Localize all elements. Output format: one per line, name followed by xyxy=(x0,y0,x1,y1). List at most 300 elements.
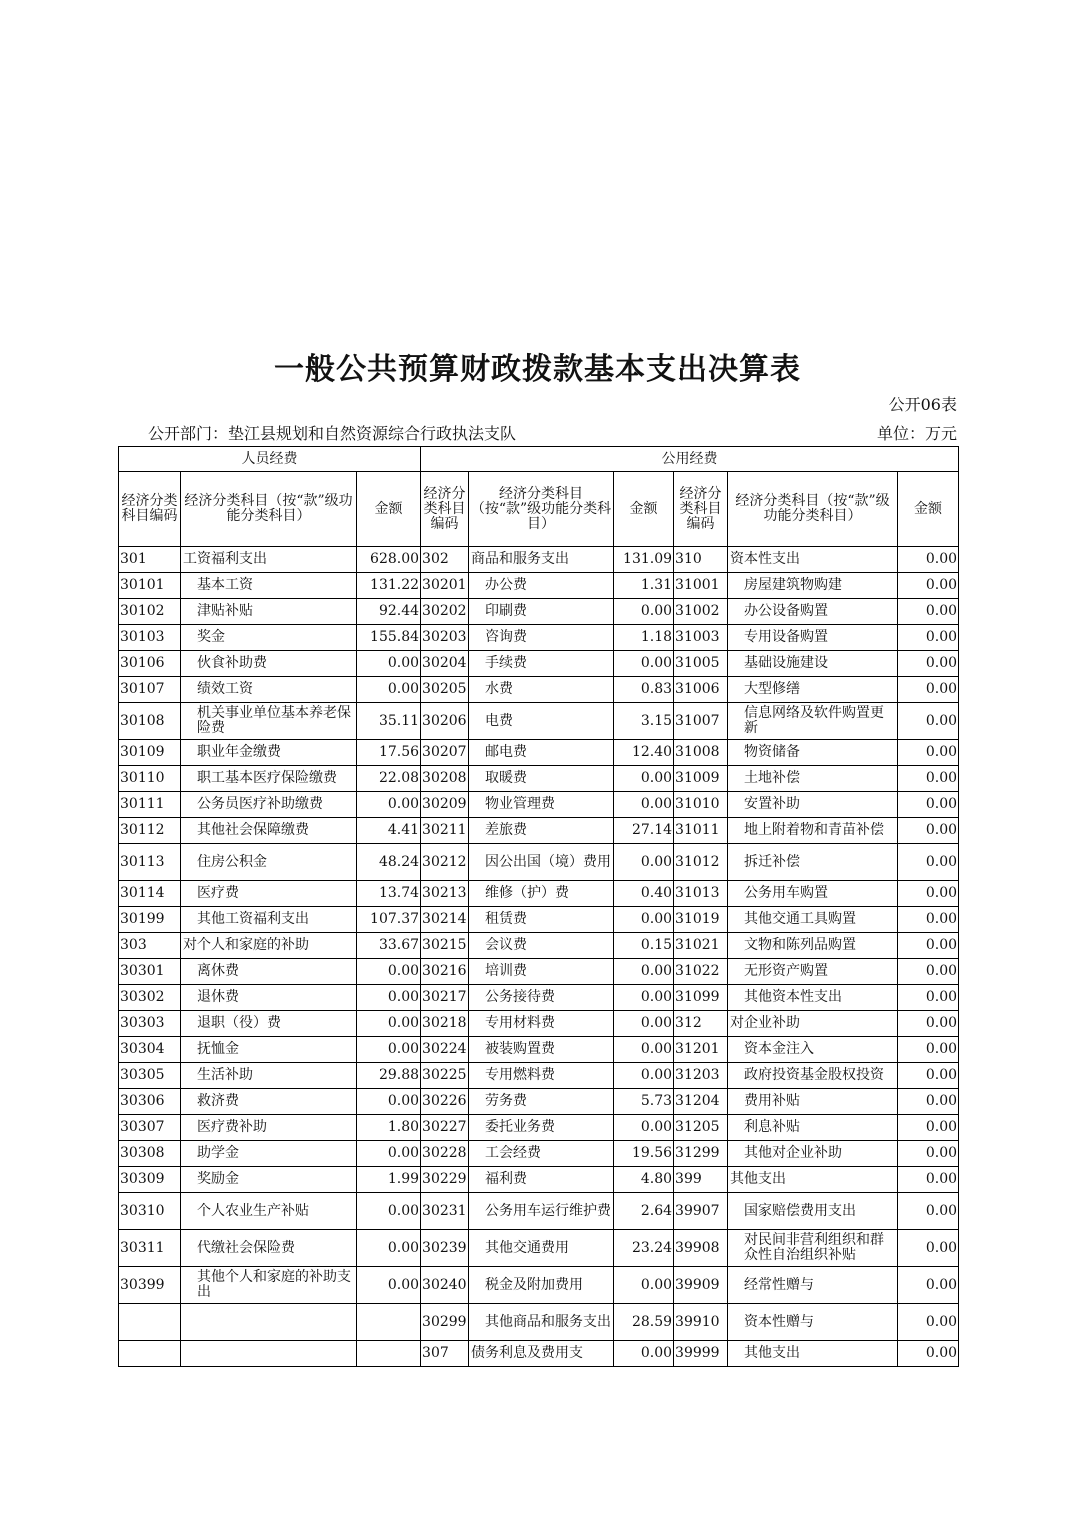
section-public: 公用经费 xyxy=(421,447,959,472)
name-cell: 工资福利支出 xyxy=(181,547,357,573)
table-row xyxy=(119,625,959,651)
amount-cell: 0.00 xyxy=(614,1037,674,1063)
name-cell: 住房公积金 xyxy=(181,844,357,881)
code-cell: 31099 xyxy=(674,985,728,1011)
name-cell: 商品和服务支出 xyxy=(469,547,614,573)
table-row xyxy=(119,599,959,625)
amount-cell: 33.67 xyxy=(357,933,421,959)
name-cell: 政府投资基金股权投资 xyxy=(728,1063,898,1089)
code-cell: 30302 xyxy=(119,985,181,1011)
code-cell: 30109 xyxy=(119,740,181,766)
code-cell: 31201 xyxy=(674,1037,728,1063)
name-cell: 费用补贴 xyxy=(728,1089,898,1115)
header-code: 经济分类科目编码 xyxy=(119,472,181,547)
name-cell: 差旅费 xyxy=(469,818,614,844)
code-cell: 30305 xyxy=(119,1063,181,1089)
code-cell: 31012 xyxy=(674,844,728,881)
code-cell: 30311 xyxy=(119,1230,181,1267)
amount-cell: 19.56 xyxy=(614,1141,674,1167)
code-cell: 30217 xyxy=(421,985,469,1011)
amount-cell: 131.09 xyxy=(614,547,674,573)
name-cell: 资本性支出 xyxy=(728,547,898,573)
name-cell: 退休费 xyxy=(181,985,357,1011)
header-name: 经济分类科目（按“款”级功能分类科目） xyxy=(728,472,898,547)
code-cell: 30218 xyxy=(421,1011,469,1037)
name-cell: 公务员医疗补助缴费 xyxy=(181,792,357,818)
amount-cell: 1.31 xyxy=(614,573,674,599)
name-cell xyxy=(181,1304,357,1341)
code-cell: 30106 xyxy=(119,651,181,677)
amount-cell: 35.11 xyxy=(357,703,421,740)
amount-cell: 2.64 xyxy=(614,1193,674,1230)
code-cell: 39910 xyxy=(674,1304,728,1341)
name-cell: 租赁费 xyxy=(469,907,614,933)
code-cell: 399 xyxy=(674,1167,728,1193)
amount-cell: 0.40 xyxy=(614,881,674,907)
name-cell: 劳务费 xyxy=(469,1089,614,1115)
name-cell: 奖金 xyxy=(181,625,357,651)
name-cell: 基本工资 xyxy=(181,573,357,599)
amount-cell: 0.00 xyxy=(614,766,674,792)
code-cell: 30301 xyxy=(119,959,181,985)
amount-cell: 0.00 xyxy=(898,766,959,792)
name-cell: 公务用车运行维护费 xyxy=(469,1193,614,1230)
code-cell: 31204 xyxy=(674,1089,728,1115)
amount-cell: 0.00 xyxy=(357,959,421,985)
amount-cell: 5.73 xyxy=(614,1089,674,1115)
code-cell: 30199 xyxy=(119,907,181,933)
name-cell: 职业年金缴费 xyxy=(181,740,357,766)
amount-cell: 4.41 xyxy=(357,818,421,844)
amount-cell: 0.00 xyxy=(898,651,959,677)
table-row xyxy=(119,1267,959,1304)
code-cell: 30306 xyxy=(119,1089,181,1115)
amount-cell: 0.00 xyxy=(614,1115,674,1141)
code-cell: 31001 xyxy=(674,573,728,599)
amount-cell: 0.00 xyxy=(898,1037,959,1063)
code-cell: 39999 xyxy=(674,1341,728,1367)
name-cell: 国家赔偿费用支出 xyxy=(728,1193,898,1230)
code-cell: 30204 xyxy=(421,651,469,677)
code-cell: 31019 xyxy=(674,907,728,933)
code-cell: 31203 xyxy=(674,1063,728,1089)
amount-cell: 12.40 xyxy=(614,740,674,766)
code-cell: 303 xyxy=(119,933,181,959)
name-cell: 生活补助 xyxy=(181,1063,357,1089)
amount-cell: 107.37 xyxy=(357,907,421,933)
name-cell: 经常性赠与 xyxy=(728,1267,898,1304)
table-row xyxy=(119,1037,959,1063)
amount-cell: 0.00 xyxy=(614,792,674,818)
code-cell: 312 xyxy=(674,1011,728,1037)
code-cell: 31205 xyxy=(674,1115,728,1141)
name-cell: 伙食补助费 xyxy=(181,651,357,677)
amount-cell: 0.00 xyxy=(614,1063,674,1089)
name-cell: 被装购置费 xyxy=(469,1037,614,1063)
amount-cell: 0.00 xyxy=(898,818,959,844)
header-amount: 金额 xyxy=(357,472,421,547)
name-cell: 取暖费 xyxy=(469,766,614,792)
amount-cell: 0.15 xyxy=(614,933,674,959)
code-cell: 302 xyxy=(421,547,469,573)
code-cell: 30228 xyxy=(421,1141,469,1167)
amount-cell: 28.59 xyxy=(614,1304,674,1341)
name-cell: 其他支出 xyxy=(728,1167,898,1193)
table-row xyxy=(119,985,959,1011)
amount-cell: 0.00 xyxy=(614,651,674,677)
amount-cell xyxy=(357,1341,421,1367)
name-cell: 无形资产购置 xyxy=(728,959,898,985)
table-row xyxy=(119,547,959,573)
name-cell: 工会经费 xyxy=(469,1141,614,1167)
code-cell: 31021 xyxy=(674,933,728,959)
code-cell: 30208 xyxy=(421,766,469,792)
amount-cell: 0.00 xyxy=(357,1037,421,1063)
amount-cell: 0.00 xyxy=(898,907,959,933)
name-cell: 代缴社会保险费 xyxy=(181,1230,357,1267)
code-cell: 30205 xyxy=(421,677,469,703)
code-cell: 30112 xyxy=(119,818,181,844)
name-cell: 医疗费 xyxy=(181,881,357,907)
code-cell: 307 xyxy=(421,1341,469,1367)
amount-cell xyxy=(357,1304,421,1341)
name-cell: 专用燃料费 xyxy=(469,1063,614,1089)
amount-cell: 0.00 xyxy=(357,1141,421,1167)
name-cell: 其他支出 xyxy=(728,1341,898,1367)
amount-cell: 92.44 xyxy=(357,599,421,625)
code-cell: 30202 xyxy=(421,599,469,625)
amount-cell: 0.00 xyxy=(357,651,421,677)
code-cell: 30209 xyxy=(421,792,469,818)
name-cell: 咨询费 xyxy=(469,625,614,651)
name-cell: 资本性赠与 xyxy=(728,1304,898,1341)
code-cell: 301 xyxy=(119,547,181,573)
name-cell: 其他对企业补助 xyxy=(728,1141,898,1167)
amount-cell: 0.00 xyxy=(898,1304,959,1341)
amount-cell: 13.74 xyxy=(357,881,421,907)
code-cell xyxy=(119,1341,181,1367)
name-cell: 专用材料费 xyxy=(469,1011,614,1037)
name-cell: 对企业补助 xyxy=(728,1011,898,1037)
amount-cell: 0.00 xyxy=(898,881,959,907)
amount-cell: 1.80 xyxy=(357,1115,421,1141)
amount-cell: 0.00 xyxy=(898,573,959,599)
code-cell: 30207 xyxy=(421,740,469,766)
code-cell: 31005 xyxy=(674,651,728,677)
name-cell: 印刷费 xyxy=(469,599,614,625)
amount-cell: 0.00 xyxy=(357,985,421,1011)
amount-cell: 0.00 xyxy=(898,1267,959,1304)
amount-cell: 0.00 xyxy=(898,703,959,740)
code-cell: 30399 xyxy=(119,1267,181,1304)
name-cell: 拆迁补偿 xyxy=(728,844,898,881)
table-row xyxy=(119,651,959,677)
amount-cell: 0.00 xyxy=(898,1063,959,1089)
table-row xyxy=(119,1063,959,1089)
name-cell: 公务接待费 xyxy=(469,985,614,1011)
header-name: 经济分类科目（按“款”级功能分类科目） xyxy=(181,472,357,547)
amount-cell: 0.00 xyxy=(357,1267,421,1304)
amount-cell: 0.00 xyxy=(898,599,959,625)
code-cell: 30299 xyxy=(421,1304,469,1341)
amount-cell: 628.00 xyxy=(357,547,421,573)
name-cell: 其他资本性支出 xyxy=(728,985,898,1011)
code-cell: 30224 xyxy=(421,1037,469,1063)
name-cell: 其他个人和家庭的补助支出 xyxy=(181,1267,357,1304)
amount-cell: 48.24 xyxy=(357,844,421,881)
amount-cell: 0.00 xyxy=(898,1230,959,1267)
name-cell: 机关事业单位基本养老保险费 xyxy=(181,703,357,740)
name-cell: 大型修缮 xyxy=(728,677,898,703)
header-amount: 金额 xyxy=(614,472,674,547)
amount-cell: 0.00 xyxy=(898,740,959,766)
code-cell: 30201 xyxy=(421,573,469,599)
name-cell: 救济费 xyxy=(181,1089,357,1115)
table-row xyxy=(119,677,959,703)
page-title: 一般公共预算财政拨款基本支出决算表 xyxy=(274,352,801,387)
name-cell: 会议费 xyxy=(469,933,614,959)
amount-cell: 0.00 xyxy=(898,1089,959,1115)
name-cell: 税金及附加费用 xyxy=(469,1267,614,1304)
form-number: 公开06表 xyxy=(888,395,957,414)
name-cell: 安置补助 xyxy=(728,792,898,818)
name-cell: 委托业务费 xyxy=(469,1115,614,1141)
code-cell: 30309 xyxy=(119,1167,181,1193)
code-cell: 31010 xyxy=(674,792,728,818)
table-row xyxy=(119,1141,959,1167)
name-cell: 奖励金 xyxy=(181,1167,357,1193)
code-cell: 30226 xyxy=(421,1089,469,1115)
name-cell: 其他社会保障缴费 xyxy=(181,818,357,844)
code-cell: 30240 xyxy=(421,1267,469,1304)
code-cell: 31011 xyxy=(674,818,728,844)
table-row xyxy=(119,844,959,881)
name-cell: 绩效工资 xyxy=(181,677,357,703)
code-cell: 31013 xyxy=(674,881,728,907)
table-row xyxy=(119,881,959,907)
code-cell: 30229 xyxy=(421,1167,469,1193)
amount-cell: 0.00 xyxy=(898,1115,959,1141)
name-cell: 文物和陈列品购置 xyxy=(728,933,898,959)
department-label: 公开部门：垫江县规划和自然资源综合行政执法支队 xyxy=(148,424,517,443)
code-cell: 39907 xyxy=(674,1193,728,1230)
section-personnel: 人员经费 xyxy=(119,447,421,472)
code-cell: 30308 xyxy=(119,1141,181,1167)
name-cell: 福利费 xyxy=(469,1167,614,1193)
amount-cell: 0.00 xyxy=(614,599,674,625)
code-cell: 30304 xyxy=(119,1037,181,1063)
name-cell: 其他交通工具购置 xyxy=(728,907,898,933)
code-cell: 30113 xyxy=(119,844,181,881)
amount-cell: 0.00 xyxy=(898,1141,959,1167)
code-cell: 30108 xyxy=(119,703,181,740)
name-cell: 物业管理费 xyxy=(469,792,614,818)
table-row xyxy=(119,1167,959,1193)
amount-cell: 0.00 xyxy=(898,844,959,881)
header-amount: 金额 xyxy=(898,472,959,547)
amount-cell: 0.00 xyxy=(898,547,959,573)
amount-cell: 0.00 xyxy=(357,1089,421,1115)
name-cell: 助学金 xyxy=(181,1141,357,1167)
name-cell: 利息补贴 xyxy=(728,1115,898,1141)
name-cell: 公务用车购置 xyxy=(728,881,898,907)
amount-cell: 17.56 xyxy=(357,740,421,766)
code-cell: 39909 xyxy=(674,1267,728,1304)
code-cell: 30101 xyxy=(119,573,181,599)
amount-cell: 0.00 xyxy=(898,933,959,959)
code-cell: 30203 xyxy=(421,625,469,651)
code-cell: 31022 xyxy=(674,959,728,985)
code-cell: 30102 xyxy=(119,599,181,625)
table-row xyxy=(119,740,959,766)
amount-cell: 0.83 xyxy=(614,677,674,703)
name-cell: 债务利息及费用支 xyxy=(469,1341,614,1367)
amount-cell: 0.00 xyxy=(898,1193,959,1230)
table-row xyxy=(119,792,959,818)
amount-cell: 1.18 xyxy=(614,625,674,651)
name-cell: 维修（护）费 xyxy=(469,881,614,907)
table-row xyxy=(119,933,959,959)
name-cell: 抚恤金 xyxy=(181,1037,357,1063)
code-cell: 30307 xyxy=(119,1115,181,1141)
table-row xyxy=(119,573,959,599)
expenditure-table xyxy=(118,446,959,1367)
name-cell: 办公费 xyxy=(469,573,614,599)
name-cell: 手续费 xyxy=(469,651,614,677)
code-cell: 30110 xyxy=(119,766,181,792)
unit-label: 单位：万元 xyxy=(876,424,957,443)
name-cell: 对民间非营利组织和群众性自治组织补贴 xyxy=(728,1230,898,1267)
amount-cell: 0.00 xyxy=(898,959,959,985)
name-cell: 职工基本医疗保险缴费 xyxy=(181,766,357,792)
table-row xyxy=(119,703,959,740)
table-row xyxy=(119,907,959,933)
name-cell: 对个人和家庭的补助 xyxy=(181,933,357,959)
name-cell: 信息网络及软件购置更新 xyxy=(728,703,898,740)
code-cell: 30239 xyxy=(421,1230,469,1267)
code-cell: 31007 xyxy=(674,703,728,740)
name-cell: 医疗费补助 xyxy=(181,1115,357,1141)
name-cell: 资本金注入 xyxy=(728,1037,898,1063)
amount-cell: 27.14 xyxy=(614,818,674,844)
amount-cell: 0.00 xyxy=(614,1011,674,1037)
name-cell: 邮电费 xyxy=(469,740,614,766)
amount-cell: 0.00 xyxy=(898,677,959,703)
name-cell: 房屋建筑物购建 xyxy=(728,573,898,599)
amount-cell: 0.00 xyxy=(614,959,674,985)
table-row xyxy=(119,1011,959,1037)
table-row xyxy=(119,1341,959,1367)
amount-cell: 4.80 xyxy=(614,1167,674,1193)
header-code: 经济分类科目编码 xyxy=(674,472,728,547)
amount-cell: 0.00 xyxy=(357,1011,421,1037)
name-cell: 基础设施建设 xyxy=(728,651,898,677)
table-row xyxy=(119,1115,959,1141)
amount-cell: 0.00 xyxy=(357,792,421,818)
code-cell: 30303 xyxy=(119,1011,181,1037)
code-cell: 30211 xyxy=(421,818,469,844)
code-cell: 30107 xyxy=(119,677,181,703)
amount-cell: 0.00 xyxy=(898,985,959,1011)
code-cell: 30231 xyxy=(421,1193,469,1230)
code-cell: 310 xyxy=(674,547,728,573)
amount-cell: 0.00 xyxy=(898,792,959,818)
code-cell: 30225 xyxy=(421,1063,469,1089)
code-cell: 30213 xyxy=(421,881,469,907)
code-cell: 31009 xyxy=(674,766,728,792)
name-cell: 水费 xyxy=(469,677,614,703)
amount-cell: 0.00 xyxy=(614,1267,674,1304)
code-cell: 31006 xyxy=(674,677,728,703)
table-row xyxy=(119,959,959,985)
amount-cell: 131.22 xyxy=(357,573,421,599)
name-cell: 其他交通费用 xyxy=(469,1230,614,1267)
amount-cell: 0.00 xyxy=(898,1167,959,1193)
name-cell: 个人农业生产补贴 xyxy=(181,1193,357,1230)
code-cell: 31299 xyxy=(674,1141,728,1167)
name-cell: 其他商品和服务支出 xyxy=(469,1304,614,1341)
name-cell: 其他工资福利支出 xyxy=(181,907,357,933)
code-cell xyxy=(119,1304,181,1341)
name-cell: 物资储备 xyxy=(728,740,898,766)
table-row xyxy=(119,1230,959,1267)
code-cell: 31008 xyxy=(674,740,728,766)
code-cell: 39908 xyxy=(674,1230,728,1267)
name-cell: 地上附着物和青苗补偿 xyxy=(728,818,898,844)
amount-cell: 3.15 xyxy=(614,703,674,740)
amount-cell: 0.00 xyxy=(357,1193,421,1230)
name-cell: 电费 xyxy=(469,703,614,740)
amount-cell: 23.24 xyxy=(614,1230,674,1267)
code-cell: 30103 xyxy=(119,625,181,651)
amount-cell: 29.88 xyxy=(357,1063,421,1089)
code-cell: 30111 xyxy=(119,792,181,818)
code-cell: 31003 xyxy=(674,625,728,651)
name-cell: 离休费 xyxy=(181,959,357,985)
amount-cell: 0.00 xyxy=(898,1341,959,1367)
header-name: 经济分类科目（按“款”级功能分类科目） xyxy=(469,472,614,547)
name-cell: 专用设备购置 xyxy=(728,625,898,651)
header-code: 经济分类科目编码 xyxy=(421,472,469,547)
code-cell: 31002 xyxy=(674,599,728,625)
name-cell xyxy=(181,1341,357,1367)
amount-cell: 0.00 xyxy=(357,1230,421,1267)
amount-cell: 155.84 xyxy=(357,625,421,651)
name-cell: 土地补偿 xyxy=(728,766,898,792)
code-cell: 30310 xyxy=(119,1193,181,1230)
name-cell: 退职（役）费 xyxy=(181,1011,357,1037)
amount-cell: 0.00 xyxy=(357,677,421,703)
amount-cell: 0.00 xyxy=(614,1341,674,1367)
amount-cell: 1.99 xyxy=(357,1167,421,1193)
table-row xyxy=(119,1304,959,1341)
code-cell: 30215 xyxy=(421,933,469,959)
amount-cell: 0.00 xyxy=(614,985,674,1011)
table-row xyxy=(119,766,959,792)
amount-cell: 22.08 xyxy=(357,766,421,792)
code-cell: 30227 xyxy=(421,1115,469,1141)
code-cell: 30206 xyxy=(421,703,469,740)
code-cell: 30216 xyxy=(421,959,469,985)
code-cell: 30214 xyxy=(421,907,469,933)
amount-cell: 0.00 xyxy=(614,907,674,933)
amount-cell: 0.00 xyxy=(614,844,674,881)
name-cell: 培训费 xyxy=(469,959,614,985)
code-cell: 30114 xyxy=(119,881,181,907)
amount-cell: 0.00 xyxy=(898,1011,959,1037)
amount-cell: 0.00 xyxy=(898,625,959,651)
code-cell: 30212 xyxy=(421,844,469,881)
